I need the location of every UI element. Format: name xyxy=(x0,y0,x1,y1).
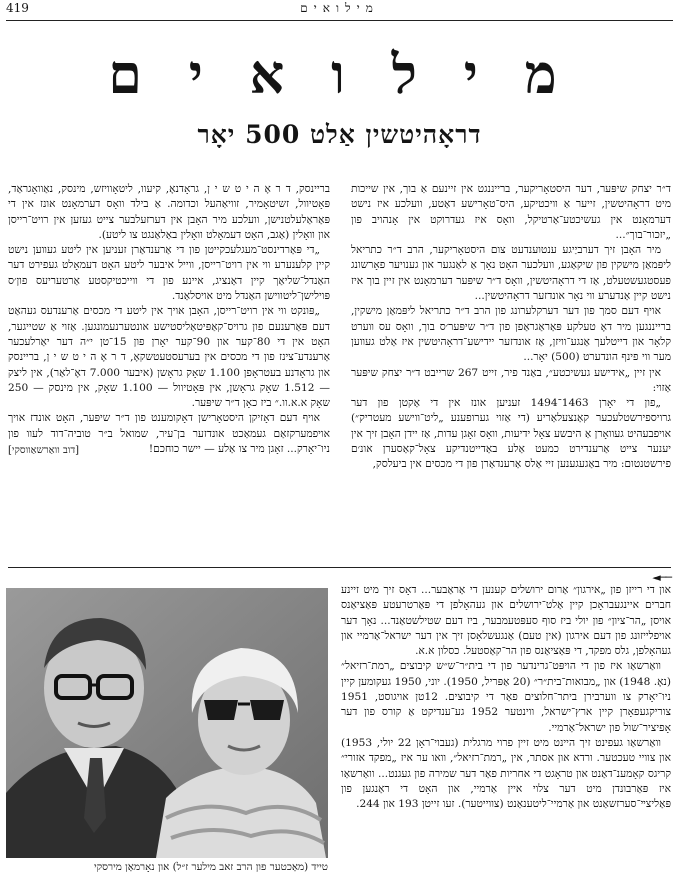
section-divider xyxy=(8,567,671,568)
text-column-bottom xyxy=(341,583,671,877)
paragraph: וואַרשאַו געפינט זיך היינט מיט זיין פרוי מרגלית (געבוי־ראָן 22 יולי, 1953) און צוויי טעכטער. ורדא און אסתר, אין „רמת־רזיאל״, וואו ער איז „מפקד אזורי״ קריגס קאָמענ־דאַנט און טראָגט די אחריות פאַר דער שמירה פון געגנט... וואַרשאַו איז פּאַרבונדן מיט דער צלוי איין אַרמיי, און האָט די ראַנגען פון פּאַליצײ־סערזשאַנט און אַרמיי־ליטענאַנט (צווייטער). זעו זייטן 193 און 244. xyxy=(341,736,671,811)
header-rule xyxy=(6,20,673,21)
paragraph: „פון די יאָרן 1463־1494 זעניען אונז אין די אַקטן פון דער גרויספירשטלעכער קאַנצעלאַריע (די אַזוי גערופענע „ליט־ווישע מעטריק״) אויפבעהיט געוואָרן אַ היבשע צאָל ידיעות, וואָס זאָגן עדות, אַז יידן האָבן זיך אין יענער צייט אַרענדירט כמעט אַלע באַדייטנדיקע צאָל־קאַסערן אונ׳ם פירשטנטום: מיר באַגעגענען זיי אַלס אַרענדאַרן פון די מכסים אין ביעלסק, xyxy=(351,397,671,471)
paragraph: מיר האָבן זיך דערביַיגע ענטוענדעט צום היסטאָריקער, הרב ד״ר כתריאל ליפּמאַן מישקין פון שיקאַגע, וועלכער האָט נאָך אַ לאַנגער און גענויער פאָרשונג פעסטגעשטעלט, אַז די דראָהיטשין, וואָס ד״ר שיפּער דערמאָנט אין זיין בוך איז נישט קיין אַנדערע ווי נאָר אונדזער דראָהיטשין... xyxy=(351,244,671,303)
photo-image xyxy=(6,588,328,858)
text-column-left xyxy=(8,182,330,562)
section-title: מ י ל ו א י ם xyxy=(108,42,571,106)
paragraph: אויף דעם סמך פון דער דערקלערונג פון הרב ד״ר כתריאל ליפּמאַן מישקין, ברייננגען מיר דאָ טעלקע פּאַראַגראַפן פון ד״ר שיפּער׳ס בוך, וואָס עס ווערט קלאָר און דייטלעך אַנגע־וויזן, אַז אונדזער יידישע־דראָהיטשין איז אַלט געווען מער ווי פינף הונדערט (500) יאָר... xyxy=(351,305,671,364)
paragraph-text: אויף דעם דאָזיקן היסטאָרישן דאָקומענט פון ד״ר שיפּער, האָט אונדז אויך אויפמערקזאַם געמאַכט אונדזער בן־עיר, שמואל ב״ר טוביה־דוד לעוו פון ניו־יאָרק... זאָגן מיר צו אַלע — יישר כוחכם! xyxy=(8,412,330,456)
photo-caption: טייד (מאַכטער פון הרב זאב מילער ז״ל) און נאָרמאַן מירסקי xyxy=(93,861,328,873)
page-number: 419 xyxy=(6,1,29,15)
running-header xyxy=(6,0,673,20)
paragraph xyxy=(8,411,330,457)
paragraph: ד״ר יצחק שיפּער, דער היסטאָריקער, ברייננגט אין זיינעם אַ בוך, אין שייכות מיט דראָהיטשין, זייער אַ וויכטיקע, היס־טאָרישע דאַטע, וועלכע איז נישט דערמאָנט אין געשיכטע־אַרטיקל, וואָס איז געדרוקט אין אָנהויב פון „יזכור־בוך״... xyxy=(351,183,671,241)
paragraph: „די פּאַרדינסט־מעגלעכקייטן פון די אַרענדאַרן זעניען אין ליטע געווען נישט קיין קלענערע ווי אין רויט־רייסן, ווייל איבער ליטע האָט דעמאָלט געפירט דער האַנדל־שליאַך קיין דאַנציג, איינע פון די ווייכטיקסטע אַרטעריעס פון׳ס פּוילישן־ליטווישן האַנדל מיט אויסלאַנד. xyxy=(8,244,330,303)
paragraph: אין זיין „אידישע געשיכטע״, באַנד פיר, זייט 267 שרייבט ד״ר יצחק שיפּער אַזוי: xyxy=(351,366,671,394)
continuation-arrow-icon: ◄── xyxy=(652,571,671,584)
paragraph: וואַרשאַו איז פון די הויפּט־גרינדער פון די בית״ר־ש״ש קיבוצים „רמת־רזיאל״ (נאָ. 1948) און „מבואות־בית״ר״ (20 אַפּריל, 1950). יוני, 1950 געקומען קיין ניו־יאָרק צו ווערבירן ביתר־חלוצים פאַר די קיבוצים. 12טן אויגוסט, 1951 צוריקגעפאָרן קיין ארץ־ישראל, ווינטער 1952 גע־ענדיקט אַ קורס פון דער אָפיציר־שול פון ישראל־אַרמיי. xyxy=(341,660,671,734)
running-title: מילואים xyxy=(300,1,379,15)
author-signature: [דוב וואַרשאַווסקי] xyxy=(8,445,80,457)
portrait-photo xyxy=(6,588,328,858)
article-subtitle: דראָהיטשין אַלט 500 יאָר xyxy=(197,120,482,149)
paragraph: בריינסק, ד ר אָ ה י ט ש י ן, גראָדנאָ, קיעוו, ליטאָוויזש, מינסק, נאַוואָגראַד, פּאָטיוול, זשיטאָמיר, זוויאַהעל וכדומה. אַ בילד וואָס דערמאָנט אונז אין די פּאַראַלעלטנישן, וועלכע מיר האָבן אין דערזעלבער צייט געזען אין רויט־רייסן און וואָלין (אַגב, האָט דעמאָלט וואָלין באַלאַנגט צו ליטע). xyxy=(8,183,330,241)
paragraph: „פּונקט ווי אין רויט־רייסן, האָבן אויך אין ליטע די מכסים אַרענדעס געהאַט דעם פּאַרענעם פון גרויס־קאַפּיטאַליסטישע אונטערנעמונגען. אַזוי אַ שטייגער, האָט אין די 80־קער און 90־קער יאָרן פון 15־טן י״ה דער יאַרלעכער אַרענדע־צינז פון די מכסים אין בערעסטעטשקאָ, ד ר אָ ה י ט ש י ן, בריינסק און גראָדנע בעטראָפן 1.100 שאָק גראָשן (איבער 7.000 דאָ־לאַר), אין ליצק — 1.512 שאָק גראָשן, אין פּאָטיוול — 1.100 שאָק, אין מינסק — 250 שאָק א.א.וו.״ ביז כאָן ד״ר שיפּער. xyxy=(8,305,330,410)
paragraph: און די רייזן פון „אירגון״ אַרום ירושלים קענען די אַראַבער... דאָס זיך מיט זיינע חברים איינגעבראָכן קיין אַלט־ירושלים און געהאָלפן די פּאַרטרעטע פּאַציאַנס אויסן „הר־ציון״ פון יולי ביז סוף סעפּטעמבער, ביז דעם שטילשטאַנד... נאָך דער אויפלייזונג פון דעם אירגון (אין טעם) אַנגעשלאָסן זיך אין דער ישראל־אַרמיי און געהאָלפן, גלס מפקד, די פּאַציאַנס פון הר־קאַסטעל. כסלון א.א. xyxy=(341,584,671,658)
text-column-right xyxy=(351,182,671,562)
